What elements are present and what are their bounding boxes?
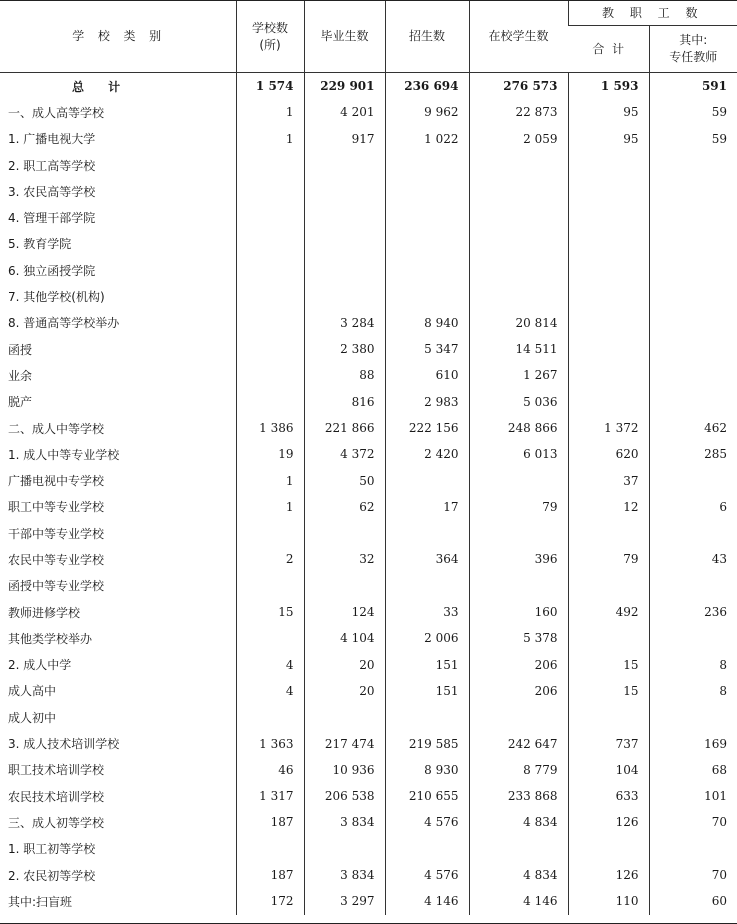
cell-staff-total xyxy=(568,204,649,230)
row-category-label: 其他类学校举办 xyxy=(8,631,93,646)
row-category-label: 7. 其他学校(机构) xyxy=(8,290,105,305)
cell-graduates xyxy=(304,178,385,204)
header-staff-teachers: 其中: 专任教师 xyxy=(649,26,737,73)
table-row xyxy=(0,888,737,914)
cell-students: 4 834 xyxy=(469,809,568,835)
cell-students: 248 866 xyxy=(469,415,568,441)
table-row xyxy=(0,757,737,783)
cell-staff-teachers xyxy=(649,836,737,862)
cell-enrollment xyxy=(385,467,469,493)
cell-enrollment: 219 585 xyxy=(385,730,469,756)
table-row xyxy=(0,730,737,756)
cell-staff-teachers xyxy=(649,152,737,178)
cell-students: 206 xyxy=(469,678,568,704)
cell-enrollment: 4 146 xyxy=(385,888,469,914)
cell-staff-total xyxy=(568,178,649,204)
cell-graduates: 50 xyxy=(304,467,385,493)
row-category-label: 教师进修学校 xyxy=(8,605,81,620)
cell-staff-total: 104 xyxy=(568,757,649,783)
table-row xyxy=(0,625,737,651)
row-category-label: 脱产 xyxy=(8,395,33,410)
cell-students: 2 059 xyxy=(469,126,568,152)
row-category-label: 1. 职工初等学校 xyxy=(8,842,96,857)
cell-graduates: 4 201 xyxy=(304,99,385,125)
cell-enrollment: 8 930 xyxy=(385,757,469,783)
cell-schools xyxy=(236,836,304,862)
cell-students: 6 013 xyxy=(469,441,568,467)
cell-enrollment: 2 420 xyxy=(385,441,469,467)
cell-schools xyxy=(236,704,304,730)
cell-graduates: 816 xyxy=(304,389,385,415)
cell-staff-teachers: 70 xyxy=(649,862,737,888)
cell-enrollment xyxy=(385,573,469,599)
cell-graduates xyxy=(304,152,385,178)
cell-schools: 1 317 xyxy=(236,783,304,809)
cell-staff-teachers: 285 xyxy=(649,441,737,467)
cell-graduates: 88 xyxy=(304,362,385,388)
cell-staff-teachers xyxy=(649,178,737,204)
cell-enrollment xyxy=(385,231,469,257)
cell-staff-total: 95 xyxy=(568,126,649,152)
cell-schools xyxy=(236,520,304,546)
cell-staff-total: 633 xyxy=(568,783,649,809)
cell-staff-teachers: 236 xyxy=(649,599,737,625)
cell-staff-total xyxy=(568,573,649,599)
cell-students xyxy=(469,257,568,283)
cell-graduates: 20 xyxy=(304,652,385,678)
cell-students: 233 868 xyxy=(469,783,568,809)
cell-enrollment xyxy=(385,283,469,309)
cell-staff-teachers: 59 xyxy=(649,126,737,152)
cell-graduates: 4 104 xyxy=(304,625,385,651)
cell-students xyxy=(469,152,568,178)
cell-staff-teachers: 8 xyxy=(649,678,737,704)
row-category-label: 一、成人高等学校 xyxy=(8,105,105,120)
table-row xyxy=(0,441,737,467)
cell-staff-total xyxy=(568,310,649,336)
row-category-label: 农民技术培训学校 xyxy=(8,789,105,804)
cell-schools: 1 xyxy=(236,467,304,493)
row-category-label: 业余 xyxy=(8,368,33,383)
cell-graduates xyxy=(304,704,385,730)
cell-enrollment: 364 xyxy=(385,546,469,572)
cell-students: 8 779 xyxy=(469,757,568,783)
cell-students xyxy=(469,836,568,862)
cell-enrollment xyxy=(385,257,469,283)
row-category-label: 5. 教育学院 xyxy=(8,237,72,252)
cell-staff-teachers: 169 xyxy=(649,730,737,756)
cell-staff-teachers: 68 xyxy=(649,757,737,783)
row-category-label: 职工技术培训学校 xyxy=(8,763,105,778)
cell-staff-teachers: 8 xyxy=(649,652,737,678)
cell-schools: 172 xyxy=(236,888,304,914)
table-body xyxy=(0,73,737,915)
table-row xyxy=(0,389,737,415)
cell-graduates xyxy=(304,520,385,546)
cell-graduates xyxy=(304,573,385,599)
row-category-label: 成人初中 xyxy=(8,710,57,725)
cell-staff-total xyxy=(568,625,649,651)
cell-schools xyxy=(236,257,304,283)
cell-staff-total xyxy=(568,257,649,283)
cell-enrollment: 8 940 xyxy=(385,310,469,336)
cell-schools xyxy=(236,231,304,257)
header-schools: 学校数 (所) xyxy=(236,1,304,73)
row-category-label: 3. 农民高等学校 xyxy=(8,184,96,199)
table-row xyxy=(0,836,737,862)
row-category-label: 成人高中 xyxy=(8,684,57,699)
cell-staff-total: 1 372 xyxy=(568,415,649,441)
cell-students: 206 xyxy=(469,652,568,678)
cell-graduates: 206 538 xyxy=(304,783,385,809)
table-row xyxy=(0,204,737,230)
row-category-label: 3. 成人技术培训学校 xyxy=(8,737,120,752)
cell-graduates: 3 834 xyxy=(304,809,385,835)
cell-staff-total: 1 593 xyxy=(568,73,649,100)
cell-schools: 4 xyxy=(236,678,304,704)
cell-graduates: 221 866 xyxy=(304,415,385,441)
cell-enrollment: 222 156 xyxy=(385,415,469,441)
header-graduates: 毕业生数 xyxy=(304,1,385,73)
cell-students: 14 511 xyxy=(469,336,568,362)
cell-staff-total xyxy=(568,704,649,730)
cell-staff-total xyxy=(568,362,649,388)
cell-staff-teachers: 59 xyxy=(649,99,737,125)
cell-enrollment: 2 983 xyxy=(385,389,469,415)
row-category-label: 2. 成人中学 xyxy=(8,658,72,673)
cell-schools xyxy=(236,178,304,204)
cell-staff-total: 79 xyxy=(568,546,649,572)
cell-staff-total xyxy=(568,836,649,862)
cell-schools xyxy=(236,573,304,599)
cell-schools: 187 xyxy=(236,809,304,835)
cell-graduates: 917 xyxy=(304,126,385,152)
row-category-label: 函授中等专业学校 xyxy=(8,579,105,594)
cell-students xyxy=(469,573,568,599)
table-row xyxy=(0,283,737,309)
table-row xyxy=(0,178,737,204)
cell-staff-teachers: 70 xyxy=(649,809,737,835)
cell-staff-teachers xyxy=(649,231,737,257)
table-row xyxy=(0,126,737,152)
cell-staff-teachers xyxy=(649,310,737,336)
cell-students: 5 378 xyxy=(469,625,568,651)
cell-staff-total: 12 xyxy=(568,494,649,520)
row-category-label: 函授 xyxy=(8,342,33,357)
table-row xyxy=(0,231,737,257)
cell-enrollment: 151 xyxy=(385,652,469,678)
cell-schools: 4 xyxy=(236,652,304,678)
header-enrollment: 招生数 xyxy=(385,1,469,73)
cell-schools: 15 xyxy=(236,599,304,625)
cell-staff-teachers xyxy=(649,625,737,651)
cell-staff-total xyxy=(568,520,649,546)
cell-staff-total xyxy=(568,283,649,309)
cell-students: 79 xyxy=(469,494,568,520)
cell-students xyxy=(469,283,568,309)
cell-students: 1 267 xyxy=(469,362,568,388)
cell-graduates xyxy=(304,204,385,230)
table-row xyxy=(0,467,737,493)
cell-staff-total: 492 xyxy=(568,599,649,625)
cell-staff-total: 126 xyxy=(568,809,649,835)
header-staff-group: 教 职 工 数 xyxy=(568,1,737,26)
row-category-label: 二、成人中等学校 xyxy=(8,421,105,436)
cell-enrollment: 151 xyxy=(385,678,469,704)
table-row xyxy=(0,494,737,520)
row-category-label: 三、成人初等学校 xyxy=(8,815,105,830)
row-category-label: 职工中等专业学校 xyxy=(8,500,105,515)
cell-enrollment xyxy=(385,204,469,230)
cell-staff-teachers xyxy=(649,389,737,415)
cell-students: 20 814 xyxy=(469,310,568,336)
cell-graduates: 3 284 xyxy=(304,310,385,336)
cell-graduates: 20 xyxy=(304,678,385,704)
cell-schools xyxy=(236,204,304,230)
cell-schools xyxy=(236,625,304,651)
cell-staff-teachers xyxy=(649,704,737,730)
cell-enrollment: 1 022 xyxy=(385,126,469,152)
cell-schools xyxy=(236,362,304,388)
cell-staff-teachers xyxy=(649,467,737,493)
cell-schools: 19 xyxy=(236,441,304,467)
cell-staff-total xyxy=(568,152,649,178)
cell-graduates xyxy=(304,836,385,862)
cell-graduates: 4 372 xyxy=(304,441,385,467)
cell-graduates xyxy=(304,231,385,257)
row-category-label: 1. 成人中等专业学校 xyxy=(8,447,120,462)
row-category-label: 农民中等专业学校 xyxy=(8,552,105,567)
cell-staff-teachers: 101 xyxy=(649,783,737,809)
cell-staff-teachers xyxy=(649,204,737,230)
cell-students xyxy=(469,520,568,546)
cell-schools: 1 386 xyxy=(236,415,304,441)
table-row xyxy=(0,704,737,730)
cell-enrollment: 236 694 xyxy=(385,73,469,100)
cell-students: 160 xyxy=(469,599,568,625)
cell-students: 396 xyxy=(469,546,568,572)
table-row xyxy=(0,362,737,388)
row-category-label: 2. 职工高等学校 xyxy=(8,158,96,173)
table-row xyxy=(0,652,737,678)
cell-staff-total xyxy=(568,336,649,362)
cell-enrollment: 33 xyxy=(385,599,469,625)
row-category-label: 广播电视中专学校 xyxy=(8,474,105,489)
row-category-label: 其中:扫盲班 xyxy=(8,894,73,909)
cell-staff-teachers: 43 xyxy=(649,546,737,572)
cell-students xyxy=(469,231,568,257)
cell-graduates: 10 936 xyxy=(304,757,385,783)
cell-staff-teachers xyxy=(649,520,737,546)
table-row xyxy=(0,73,737,100)
cell-schools: 2 xyxy=(236,546,304,572)
table-row xyxy=(0,809,737,835)
cell-enrollment: 4 576 xyxy=(385,862,469,888)
cell-staff-total: 15 xyxy=(568,678,649,704)
cell-schools: 46 xyxy=(236,757,304,783)
row-category-label: 总 计 xyxy=(0,73,236,100)
cell-schools xyxy=(236,152,304,178)
cell-enrollment: 5 347 xyxy=(385,336,469,362)
cell-schools: 187 xyxy=(236,862,304,888)
cell-schools xyxy=(236,283,304,309)
table-header xyxy=(0,1,737,73)
cell-schools xyxy=(236,389,304,415)
table-row xyxy=(0,599,737,625)
cell-staff-teachers: 6 xyxy=(649,494,737,520)
header-staff-total: 合 计 xyxy=(568,26,649,73)
cell-students: 4 146 xyxy=(469,888,568,914)
cell-students: 5 036 xyxy=(469,389,568,415)
header-category: 学 校 类 别 xyxy=(0,1,236,73)
cell-enrollment xyxy=(385,704,469,730)
cell-students xyxy=(469,467,568,493)
row-category-label: 4. 管理干部学院 xyxy=(8,211,96,226)
row-category-label: 干部中等专业学校 xyxy=(8,526,105,541)
cell-enrollment xyxy=(385,152,469,178)
cell-schools: 1 xyxy=(236,126,304,152)
row-category-label: 1. 广播电视大学 xyxy=(8,132,96,147)
cell-staff-teachers xyxy=(649,257,737,283)
cell-schools: 1 574 xyxy=(236,73,304,100)
cell-students: 242 647 xyxy=(469,730,568,756)
cell-graduates xyxy=(304,283,385,309)
cell-staff-total: 15 xyxy=(568,652,649,678)
row-category-label: 8. 普通高等学校举办 xyxy=(8,316,120,331)
header-students: 在校学生数 xyxy=(469,1,568,73)
table-row xyxy=(0,99,737,125)
cell-schools: 1 xyxy=(236,99,304,125)
cell-students xyxy=(469,204,568,230)
cell-graduates: 2 380 xyxy=(304,336,385,362)
cell-graduates: 124 xyxy=(304,599,385,625)
cell-enrollment: 610 xyxy=(385,362,469,388)
cell-enrollment: 4 576 xyxy=(385,809,469,835)
cell-students xyxy=(469,704,568,730)
row-category-label: 6. 独立函授学院 xyxy=(8,263,96,278)
cell-enrollment xyxy=(385,836,469,862)
cell-students: 22 873 xyxy=(469,99,568,125)
cell-graduates: 229 901 xyxy=(304,73,385,100)
cell-graduates: 217 474 xyxy=(304,730,385,756)
table-row xyxy=(0,546,737,572)
table-row xyxy=(0,573,737,599)
cell-enrollment: 9 962 xyxy=(385,99,469,125)
cell-staff-teachers xyxy=(649,362,737,388)
cell-staff-total: 110 xyxy=(568,888,649,914)
cell-enrollment xyxy=(385,520,469,546)
cell-graduates: 3 297 xyxy=(304,888,385,914)
cell-graduates: 32 xyxy=(304,546,385,572)
row-category-label: 2. 农民初等学校 xyxy=(8,868,96,883)
cell-staff-total xyxy=(568,389,649,415)
table-row xyxy=(0,152,737,178)
cell-graduates xyxy=(304,257,385,283)
cell-students: 4 834 xyxy=(469,862,568,888)
cell-staff-total: 620 xyxy=(568,441,649,467)
cell-schools xyxy=(236,310,304,336)
adult-education-statistics-table xyxy=(0,1,737,915)
cell-staff-total xyxy=(568,231,649,257)
cell-staff-teachers: 591 xyxy=(649,73,737,100)
cell-schools xyxy=(236,336,304,362)
cell-staff-total: 737 xyxy=(568,730,649,756)
table-row xyxy=(0,520,737,546)
cell-staff-total: 37 xyxy=(568,467,649,493)
cell-enrollment: 17 xyxy=(385,494,469,520)
cell-enrollment xyxy=(385,178,469,204)
table-row xyxy=(0,415,737,441)
cell-students: 276 573 xyxy=(469,73,568,100)
table-row xyxy=(0,678,737,704)
cell-staff-teachers: 462 xyxy=(649,415,737,441)
cell-graduates: 62 xyxy=(304,494,385,520)
cell-staff-teachers: 60 xyxy=(649,888,737,914)
cell-schools: 1 xyxy=(236,494,304,520)
cell-staff-teachers xyxy=(649,336,737,362)
cell-schools: 1 363 xyxy=(236,730,304,756)
cell-staff-total: 126 xyxy=(568,862,649,888)
cell-staff-teachers xyxy=(649,283,737,309)
cell-staff-total: 95 xyxy=(568,99,649,125)
table-row xyxy=(0,783,737,809)
cell-students xyxy=(469,178,568,204)
table-row xyxy=(0,862,737,888)
cell-enrollment: 2 006 xyxy=(385,625,469,651)
cell-enrollment: 210 655 xyxy=(385,783,469,809)
cell-graduates: 3 834 xyxy=(304,862,385,888)
cell-staff-teachers xyxy=(649,573,737,599)
table-row xyxy=(0,310,737,336)
table-row xyxy=(0,257,737,283)
table-row xyxy=(0,336,737,362)
